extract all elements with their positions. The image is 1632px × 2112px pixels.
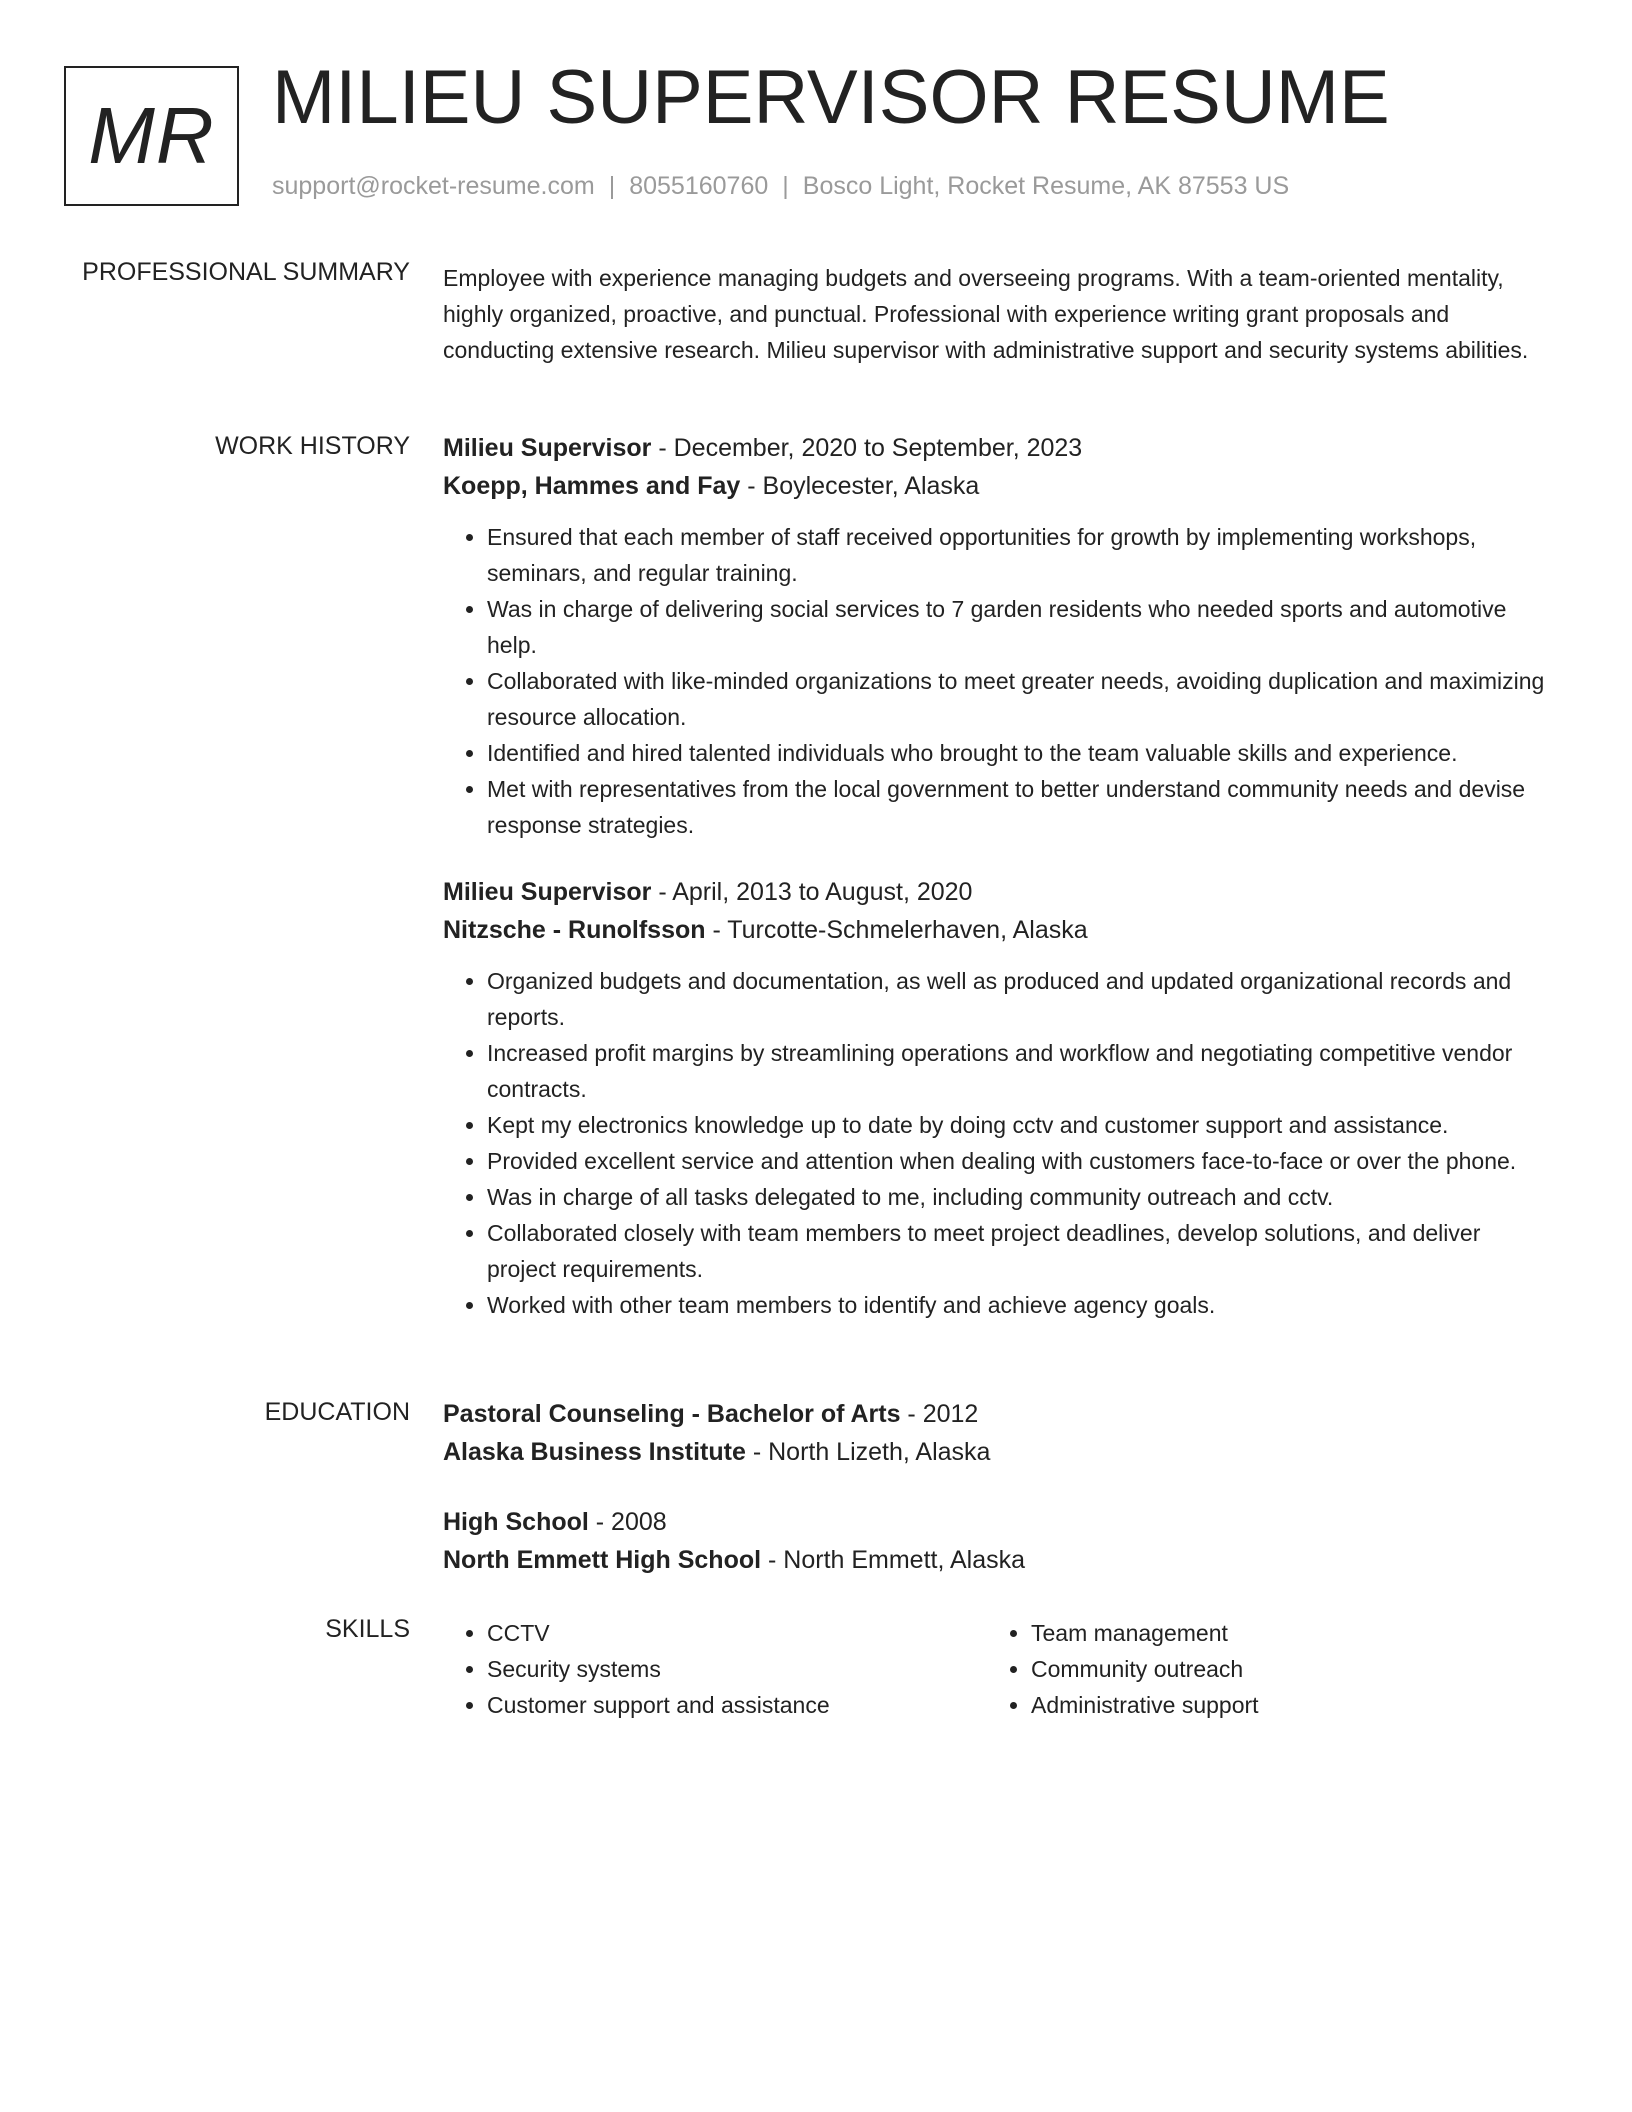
skills-body (443, 1615, 1555, 1723)
section-label-education: EDUCATION (264, 1398, 410, 1426)
job-dates: - December, 2020 to September, 2023 (651, 434, 1083, 462)
education-school-line (443, 1433, 1555, 1471)
skill-item: • Team management (1031, 1615, 1531, 1651)
education-location: - North Emmett, Alaska (761, 1546, 1026, 1574)
skill-item: • Community outreach (1031, 1651, 1531, 1687)
job-company: Nitzsche - Runolfsson (443, 916, 706, 944)
contact-phone: 8055160760 (629, 172, 769, 200)
job-company-line (443, 911, 1555, 949)
education-school-line (443, 1541, 1555, 1579)
job-bullet: • Organized budgets and documentation, as well as produced and updated organizational records and reports. (487, 963, 1555, 1035)
skill-item: • Customer support and assistance (487, 1687, 987, 1723)
summary-body (443, 260, 1555, 368)
summary-text: Employee with experience managing budgets and overseeing programs. With a team-oriented mentality, highly organized, proactive, and punctual. Professional with experience writing grant proposals and conducting extensive research. Milieu supervisor with administrative support and security systems abilities. (443, 265, 1529, 363)
job-location: - Turcotte-Schmelerhaven, Alaska (705, 916, 1088, 944)
job-bullet: • Increased profit margins by streamlining operations and workflow and negotiating competitive vendor contracts. (487, 1035, 1555, 1107)
contact-email: support@rocket-resume.com (272, 172, 595, 200)
job-location: - Boylecester, Alaska (740, 472, 980, 500)
section-label-skills: SKILLS (325, 1615, 410, 1643)
job-entry (443, 873, 1555, 1323)
skill-item: • Security systems (487, 1651, 987, 1687)
job-company-line (443, 467, 1555, 505)
education-location: - North Lizeth, Alaska (745, 1438, 991, 1466)
job-bullet: • Ensured that each member of staff received opportunities for growth by implementing workshops, seminars, and regular training. (487, 519, 1555, 591)
education-year: - 2012 (900, 1400, 979, 1428)
education-degree: Pastoral Counseling - Bachelor of Arts (443, 1400, 901, 1428)
job-bullets (443, 963, 1555, 1323)
education-degree-line (443, 1503, 1555, 1541)
job-title-line (443, 873, 1555, 911)
work-history-body (443, 429, 1555, 1353)
education-body (443, 1395, 1555, 1609)
contact-line (272, 172, 1289, 201)
section-label-work-history: WORK HISTORY (215, 432, 410, 460)
skills-list-left (443, 1615, 987, 1723)
section-label-summary: PROFESSIONAL SUMMARY (82, 258, 410, 286)
job-title: Milieu Supervisor (443, 434, 652, 462)
job-bullet: • Met with representatives from the local government to better understand community needs and devise response strategies. (487, 771, 1555, 843)
job-bullet: • Worked with other team members to identify and achieve agency goals. (487, 1287, 1555, 1323)
education-entry (443, 1395, 1555, 1471)
education-school: North Emmett High School (443, 1546, 762, 1574)
job-bullet: • Collaborated with like-minded organizations to meet greater needs, avoiding duplication and maximizing resource allocation. (487, 663, 1555, 735)
job-bullet: • Collaborated closely with team members to meet project deadlines, develop solutions, and deliver project requirements. (487, 1215, 1555, 1287)
education-entry (443, 1503, 1555, 1579)
contact-separator: | (782, 172, 789, 200)
job-dates: - April, 2013 to August, 2020 (651, 878, 973, 906)
education-degree: High School (443, 1508, 589, 1536)
job-bullets (443, 519, 1555, 843)
monogram-box: MR (64, 66, 239, 206)
job-bullet: • Kept my electronics knowledge up to date by doing cctv and customer support and assistance. (487, 1107, 1555, 1143)
job-bullet: • Was in charge of all tasks delegated to me, including community outreach and cctv. (487, 1179, 1555, 1215)
job-entry (443, 429, 1555, 843)
job-bullet: • Provided excellent service and attention when dealing with customers face-to-face or over the phone. (487, 1143, 1555, 1179)
skills-columns (443, 1615, 1555, 1723)
job-title-line (443, 429, 1555, 467)
job-company: Koepp, Hammes and Fay (443, 472, 741, 500)
skills-list-right (987, 1615, 1531, 1723)
education-year: - 2008 (588, 1508, 667, 1536)
contact-address: Bosco Light, Rocket Resume, AK 87553 US (802, 172, 1290, 200)
education-degree-line (443, 1395, 1555, 1433)
resume-title: MILIEU SUPERVISOR RESUME (272, 55, 1390, 140)
education-school: Alaska Business Institute (443, 1438, 746, 1466)
job-title: Milieu Supervisor (443, 878, 652, 906)
skill-item: • CCTV (487, 1615, 987, 1651)
job-bullet: • Was in charge of delivering social services to 7 garden residents who needed sports and automotive help. (487, 591, 1555, 663)
job-bullet: • Identified and hired talented individuals who brought to the team valuable skills and experience. (487, 735, 1555, 771)
contact-separator: | (608, 172, 616, 200)
skill-item: • Administrative support (1031, 1687, 1531, 1723)
